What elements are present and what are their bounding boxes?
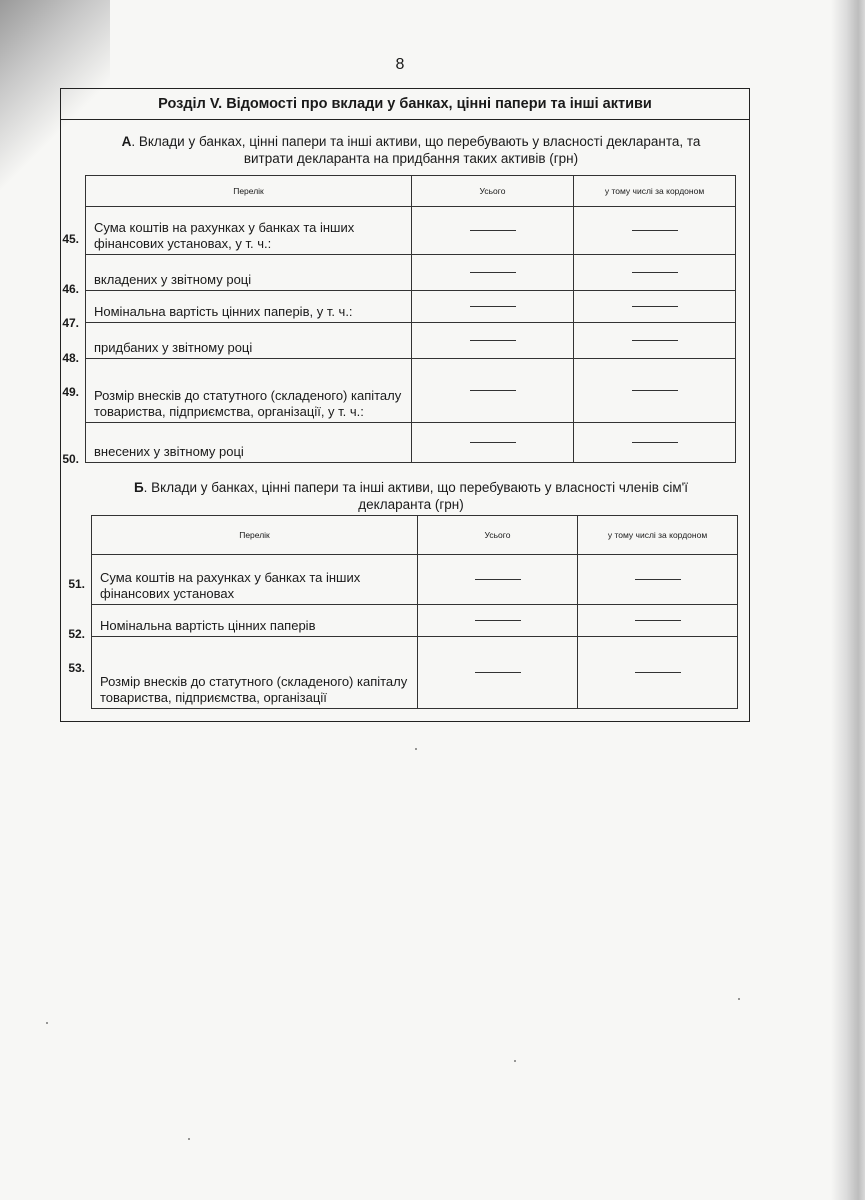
- scan-right-edge: [831, 0, 865, 1200]
- row-total: [418, 605, 578, 637]
- empty-value-dash: [635, 672, 681, 673]
- row-abroad: [574, 291, 736, 323]
- empty-value-dash: [475, 579, 521, 580]
- empty-value-dash: [632, 340, 678, 341]
- row-number: 52.: [68, 627, 85, 641]
- table-row: [92, 555, 738, 605]
- scan-speck: [415, 748, 417, 750]
- empty-value-dash: [632, 230, 678, 231]
- row-label: Сума коштів на рахунках у банках та інших фінансових установах: [92, 555, 418, 605]
- empty-value-dash: [470, 390, 516, 391]
- empty-value-dash: [635, 579, 681, 580]
- empty-value-dash: [632, 390, 678, 391]
- row-total: [418, 637, 578, 709]
- section-title: Розділ V. Відомості про вклади у банках, цінні папери та інші активи: [61, 89, 749, 120]
- row-total: [412, 255, 574, 291]
- table-row: [92, 605, 738, 637]
- scan-speck: [514, 1060, 516, 1062]
- part-a-table: [85, 175, 736, 463]
- empty-value-dash: [632, 306, 678, 307]
- column-header-list: Перелік: [86, 176, 412, 207]
- row-label: внесених у звітному році: [86, 423, 412, 463]
- row-abroad: [578, 605, 738, 637]
- scan-speck: [738, 998, 740, 1000]
- row-label: Номінальна вартість цінних паперів: [92, 605, 418, 637]
- row-abroad: [574, 423, 736, 463]
- table-row: [86, 207, 736, 255]
- row-label: Сума коштів на рахунках у банках та інших фінансових установах, у т. ч.:: [86, 207, 412, 255]
- table-row: [86, 323, 736, 359]
- empty-value-dash: [632, 442, 678, 443]
- row-label: придбаних у звітному році: [86, 323, 412, 359]
- scan-speck: [188, 1138, 190, 1140]
- row-number: 45.: [62, 232, 79, 246]
- row-total: [412, 423, 574, 463]
- row-number: 46.: [62, 282, 79, 296]
- row-total: [418, 555, 578, 605]
- row-abroad: [578, 555, 738, 605]
- column-header-total: Усього: [418, 516, 578, 555]
- table-row: [86, 423, 736, 463]
- empty-value-dash: [470, 306, 516, 307]
- row-total: [412, 323, 574, 359]
- column-header-list: Перелік: [92, 516, 418, 555]
- row-abroad: [578, 637, 738, 709]
- part-a-letter: А: [121, 134, 132, 149]
- column-header-abroad: у тому числі за кордоном: [578, 516, 738, 555]
- empty-value-dash: [470, 442, 516, 443]
- row-abroad: [574, 323, 736, 359]
- empty-value-dash: [470, 230, 516, 231]
- row-abroad: [574, 255, 736, 291]
- row-number: 50.: [62, 452, 79, 466]
- row-abroad: [574, 359, 736, 423]
- table-header-row: [86, 176, 736, 207]
- empty-value-dash: [635, 620, 681, 621]
- row-number: 49.: [62, 385, 79, 399]
- part-b-letter: Б: [133, 480, 144, 495]
- scan-speck: [46, 1022, 48, 1024]
- table-row: [92, 637, 738, 709]
- table-row: [86, 255, 736, 291]
- part-b-table: [91, 515, 738, 709]
- row-total: [412, 359, 574, 423]
- section-v: [60, 88, 750, 722]
- table-row: [86, 291, 736, 323]
- column-header-total: Усього: [412, 176, 574, 207]
- empty-value-dash: [632, 272, 678, 273]
- column-header-abroad: у тому числі за кордоном: [574, 176, 736, 207]
- part-b-heading-text: . Вклади у банках, цінні папери та інші активи, що перебувають у власності членів сім'ї декларанта (грн): [143, 480, 689, 512]
- row-number: 47.: [62, 316, 79, 330]
- empty-value-dash: [470, 272, 516, 273]
- part-a-heading: [101, 133, 721, 167]
- row-total: [412, 291, 574, 323]
- row-label: Розмір внесків до статутного (складеного) капіталу товариства, підприємства, організації, у т. ч.:: [86, 359, 412, 423]
- part-b-heading: [101, 479, 721, 513]
- empty-value-dash: [475, 672, 521, 673]
- row-label: вкладених у звітному році: [86, 255, 412, 291]
- page-number: 8: [395, 56, 405, 73]
- empty-value-dash: [470, 340, 516, 341]
- row-number: 53.: [68, 661, 85, 675]
- row-label: Номінальна вартість цінних паперів, у т. ч.:: [86, 291, 412, 323]
- table-header-row: [92, 516, 738, 555]
- empty-value-dash: [475, 620, 521, 621]
- part-a-heading-text: . Вклади у банках, цінні папери та інші активи, що перебувають у власності декларанта, та витрати декларанта на придбання таких активів (грн): [131, 134, 701, 166]
- table-row: [86, 359, 736, 423]
- row-total: [412, 207, 574, 255]
- row-label: Розмір внесків до статутного (складеного) капіталу товариства, підприємства, організації: [92, 637, 418, 709]
- row-number: 51.: [68, 577, 85, 591]
- row-abroad: [574, 207, 736, 255]
- row-number: 48.: [62, 351, 79, 365]
